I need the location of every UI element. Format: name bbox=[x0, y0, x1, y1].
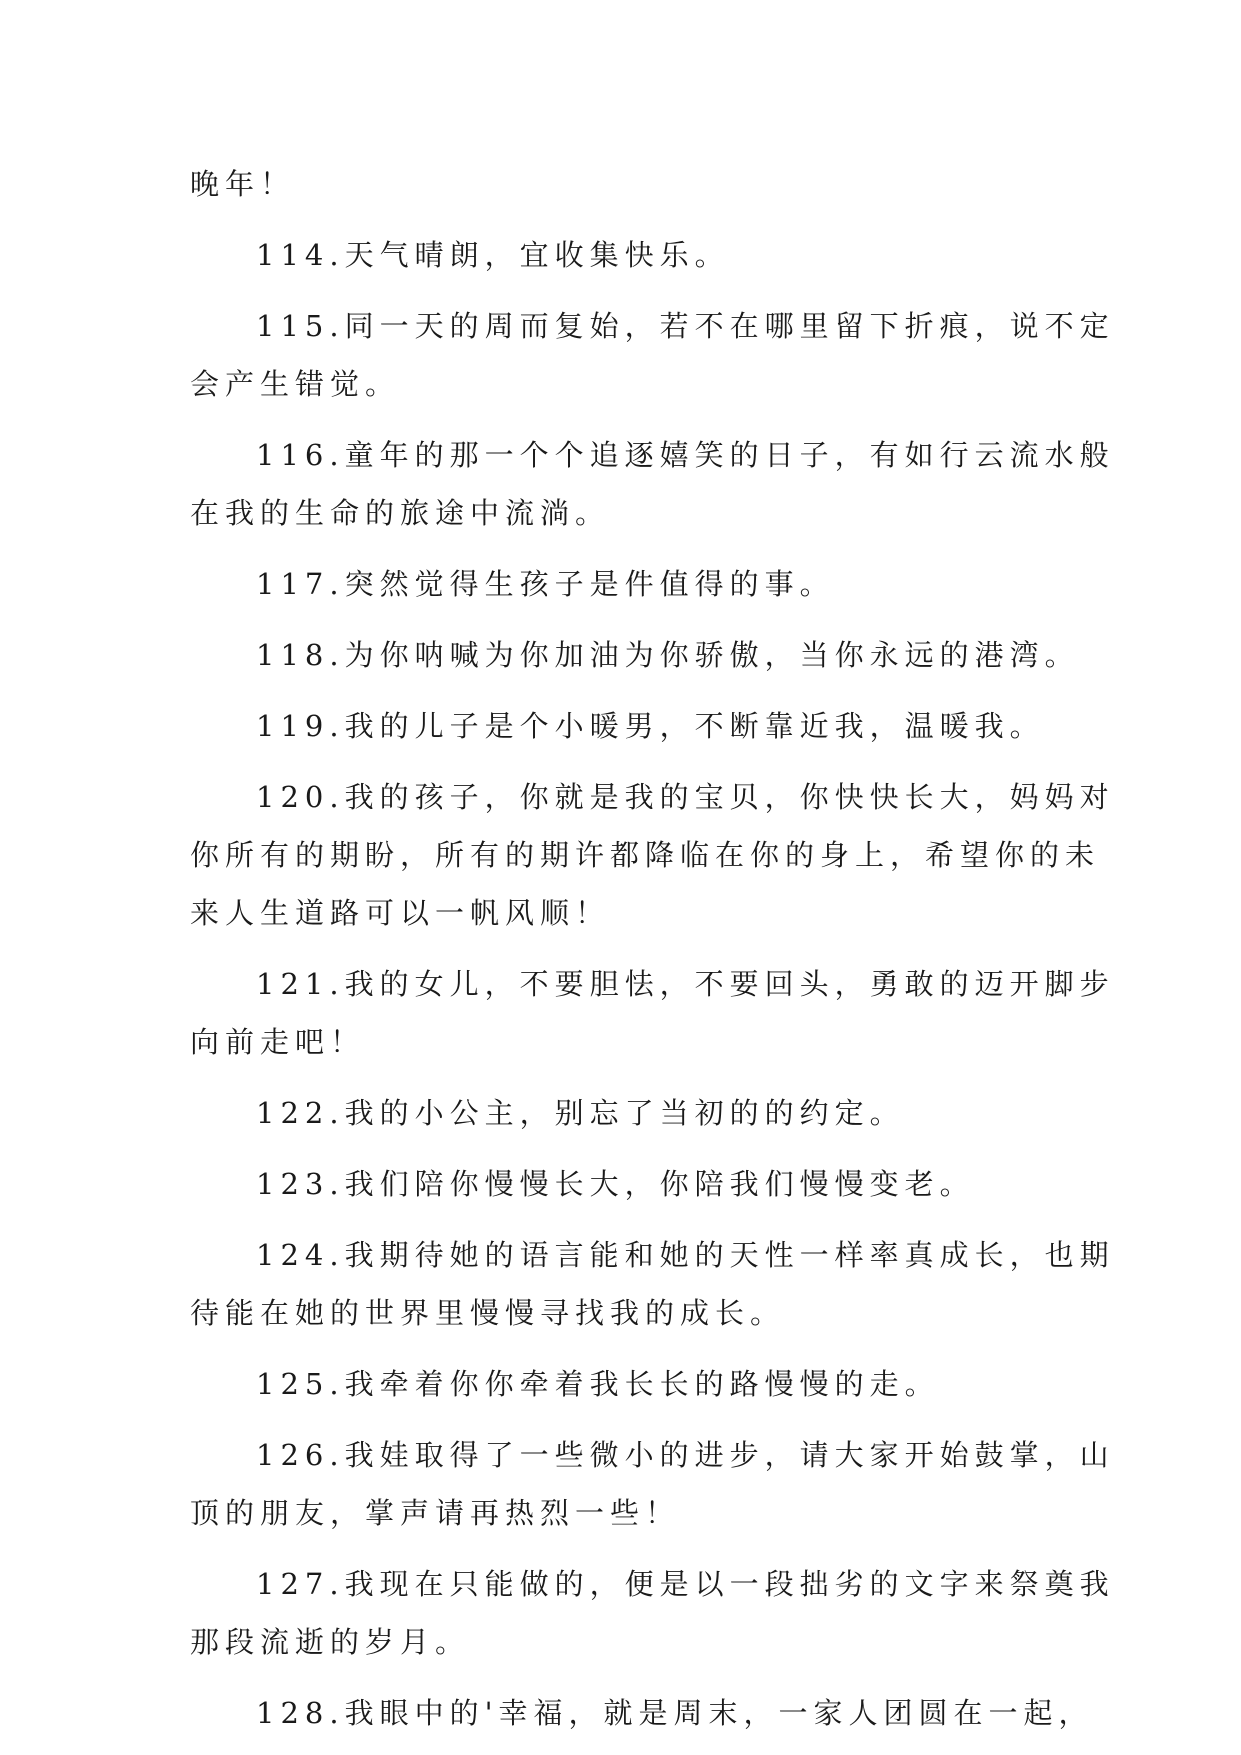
text-line: 124.我期待她的语言能和她的天性一样率真成长，也期 bbox=[256, 1238, 1115, 1272]
paragraph bbox=[190, 1426, 1115, 1542]
text-line: 向前走吧！ bbox=[190, 1025, 366, 1059]
text-line: 125.我牵着你你牵着我长长的路慢慢的走。 bbox=[256, 1367, 940, 1401]
text-line: 你所有的期盼，所有的期许都降临在你的身上，希望你的未 bbox=[190, 838, 1101, 872]
text-line: 晚年！ bbox=[190, 167, 296, 201]
paragraph bbox=[190, 1226, 1115, 1342]
paragraph bbox=[190, 697, 1050, 755]
paragraph bbox=[190, 297, 1115, 413]
text-line: 127.我现在只能做的，便是以一段拙劣的文字来祭奠我 bbox=[256, 1567, 1115, 1601]
paragraph bbox=[190, 426, 1115, 542]
text-line: 128.我眼中的'幸福，就是周末，一家人团圆在一起， bbox=[256, 1696, 1094, 1730]
paragraph bbox=[190, 768, 1115, 942]
text-line: 122.我的小公主，别忘了当初的的约定。 bbox=[256, 1096, 905, 1130]
paragraph bbox=[190, 555, 1050, 613]
paragraph bbox=[190, 955, 1115, 1071]
paragraph bbox=[190, 155, 1050, 213]
paragraph bbox=[190, 1555, 1115, 1671]
text-line: 那段流逝的岁月。 bbox=[190, 1625, 471, 1659]
text-line: 顶的朋友，掌声请再热烈一些！ bbox=[190, 1496, 681, 1530]
text-line: 在我的生命的旅途中流淌。 bbox=[190, 496, 611, 530]
paragraph bbox=[190, 626, 1080, 684]
text-line: 115.同一天的周而复始，若不在哪里留下折痕，说不定 bbox=[256, 309, 1115, 343]
text-line: 121.我的女儿，不要胆怯，不要回头，勇敢的迈开脚步 bbox=[256, 967, 1115, 1001]
text-line: 来人生道路可以一帆风顺！ bbox=[190, 896, 611, 930]
text-line: 119.我的儿子是个小暖男，不断靠近我，温暖我。 bbox=[256, 709, 1045, 743]
text-line: 117.突然觉得生孩子是件值得的事。 bbox=[256, 567, 835, 601]
paragraph bbox=[190, 226, 1050, 284]
text-line: 114.天气晴朗，宜收集快乐。 bbox=[256, 238, 730, 272]
text-line: 会产生错觉。 bbox=[190, 367, 401, 401]
text-line: 120.我的孩子，你就是我的宝贝，你快快长大，妈妈对 bbox=[256, 780, 1115, 814]
text-line: 118.为你呐喊为你加油为你骄傲，当你永远的港湾。 bbox=[256, 638, 1080, 672]
text-line: 126.我娃取得了一些微小的进步，请大家开始鼓掌，山 bbox=[256, 1438, 1115, 1472]
text-line: 116.童年的那一个个追逐嬉笑的日子，有如行云流水般 bbox=[256, 438, 1115, 472]
paragraph bbox=[190, 1155, 1050, 1213]
paragraph bbox=[190, 1684, 1094, 1742]
text-line: 123.我们陪你慢慢长大，你陪我们慢慢变老。 bbox=[256, 1167, 975, 1201]
paragraph bbox=[190, 1355, 1050, 1413]
document-page bbox=[190, 155, 1115, 1755]
paragraph bbox=[190, 1084, 1050, 1142]
text-line: 待能在她的世界里慢慢寻找我的成长。 bbox=[190, 1296, 786, 1330]
